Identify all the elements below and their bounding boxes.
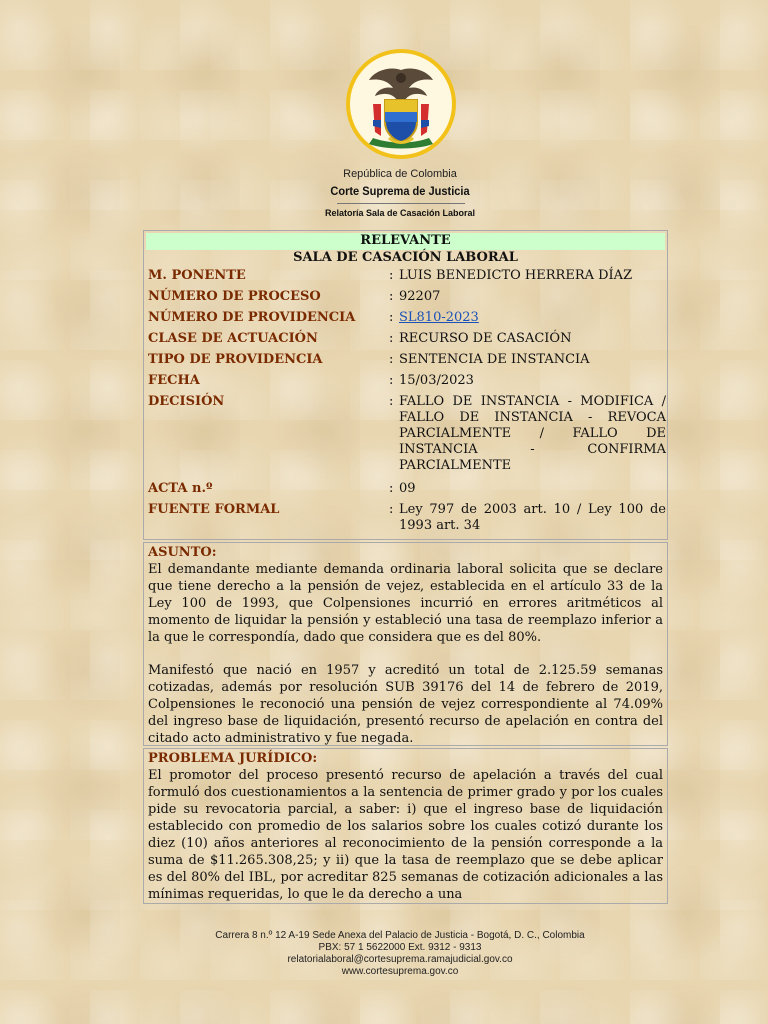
row-value: 09 — [399, 481, 416, 496]
problema-paragraph: El promotor del proceso presentó recurso de apelación a través del cual formuló dos cuestionamientos a la sentencia de primer grado y por los cuales pide su revocatoria parcial, a saber: i) que el ingreso base de liquidación establecido con promedio de los salarios sobre los cuales cotizó durante los diez (10) años anteriores al reconocimiento de la pensión corresponde a la suma de $11.265.308,25; y ii) que la tasa de reemplazo que se debe aplicar es del 80% del IBL, por acreditar 825 semanas de cotización adicionales a las mínimas requeridas, lo que le da derecho a una — [148, 768, 663, 902]
row-colon: : — [389, 310, 394, 325]
coat-of-arms-seal — [345, 48, 457, 160]
asunto-paragraph: Manifestó que nació en 1957 y acreditó un total de 2.125.59 semanas cotizadas, además por resolución SUB 39176 del 14 de febrero de 2019, Colpensiones le reconoció una pensión de vejez correspondiente al 74.09% del ingreso base de liquidación, presentó recurso de apelación en contra del citado acto administrativo y fue negada. — [148, 663, 663, 746]
row-value: 15/03/2023 — [399, 373, 474, 388]
row-value: LUIS BENEDICTO HERRERA DÍAZ — [399, 268, 633, 283]
row-label: FUENTE FORMAL — [148, 502, 280, 517]
row-label: NÚMERO DE PROVIDENCIA — [148, 310, 356, 325]
footer — [0, 930, 768, 978]
row-label: FECHA — [148, 373, 200, 388]
problema-heading: PROBLEMA JURÍDICO: — [148, 751, 318, 766]
row-label: TIPO DE PROVIDENCIA — [148, 352, 323, 367]
providencia-link[interactable]: SL810-2023 — [399, 310, 479, 325]
row-value: RECURSO DE CASACIÓN — [399, 331, 572, 346]
row-colon: : — [389, 502, 394, 517]
row-colon: : — [389, 481, 394, 496]
asunto-paragraph: El demandante mediante demanda ordinaria laboral solicita que se declare que tiene derecho a la pensión de vejez, establecida en el artículo 33 de la Ley 100 de 1993, que Colpensiones incurrió en errores aritméticos al momento de liquidar la pensión y estableció una tasa de reemplazo inferior a la que le correspondía, dado que considera que es del 80%. — [148, 562, 663, 645]
row-colon: : — [389, 373, 394, 388]
asunto-heading: ASUNTO: — [148, 545, 217, 560]
footer-address: Carrera 8 n.º 12 A-19 Sede Anexa del Palacio de Justicia - Bogotá, D. C., Colombia — [215, 930, 585, 941]
row-value: 92207 — [399, 289, 441, 304]
footer-email: relatorialaboral@cortesuprema.ramajudicial.gov.co — [287, 954, 513, 965]
row-label: M. PONENTE — [148, 268, 246, 283]
relatoria-label: Relatoría Sala de Casación Laboral — [324, 208, 476, 218]
sala-title: SALA DE CASACIÓN LABORAL — [293, 250, 518, 265]
row-colon: : — [389, 352, 394, 367]
header-divider — [337, 203, 465, 204]
summary-table — [143, 230, 668, 540]
row-value: SENTENCIA DE INSTANCIA — [399, 352, 590, 367]
row-value: FALLO DE INSTANCIA - MODIFICA / FALLO DE INSTANCIA - REVOCA PARCIALMENTE / FALLO DE INSTANCIA - CONFIRMA PARCIALMENTE — [399, 394, 666, 473]
row-colon: : — [389, 331, 394, 346]
footer-phone: PBX: 57 1 5622000 Ext. 9312 - 9313 — [318, 942, 482, 953]
row-value — [399, 310, 666, 326]
row-colon: : — [389, 289, 394, 304]
row-label: ACTA n.º — [148, 481, 213, 496]
corte-label: Corte Suprema de Justicia — [330, 184, 470, 198]
row-label: NÚMERO DE PROCESO — [148, 289, 321, 304]
problema-section — [143, 748, 668, 904]
asunto-section — [143, 542, 668, 746]
relevance-badge: RELEVANTE — [146, 233, 665, 250]
row-colon: : — [389, 268, 394, 283]
row-label: CLASE DE ACTUACIÓN — [148, 331, 318, 346]
footer-website: www.cortesuprema.gov.co — [341, 966, 459, 977]
row-label: DECISIÓN — [148, 394, 225, 409]
row-colon: : — [389, 394, 394, 409]
republica-label: República de Colombia — [343, 168, 457, 180]
row-value: Ley 797 de 2003 art. 10 / Ley 100 de 1993 art. 34 — [399, 502, 666, 533]
